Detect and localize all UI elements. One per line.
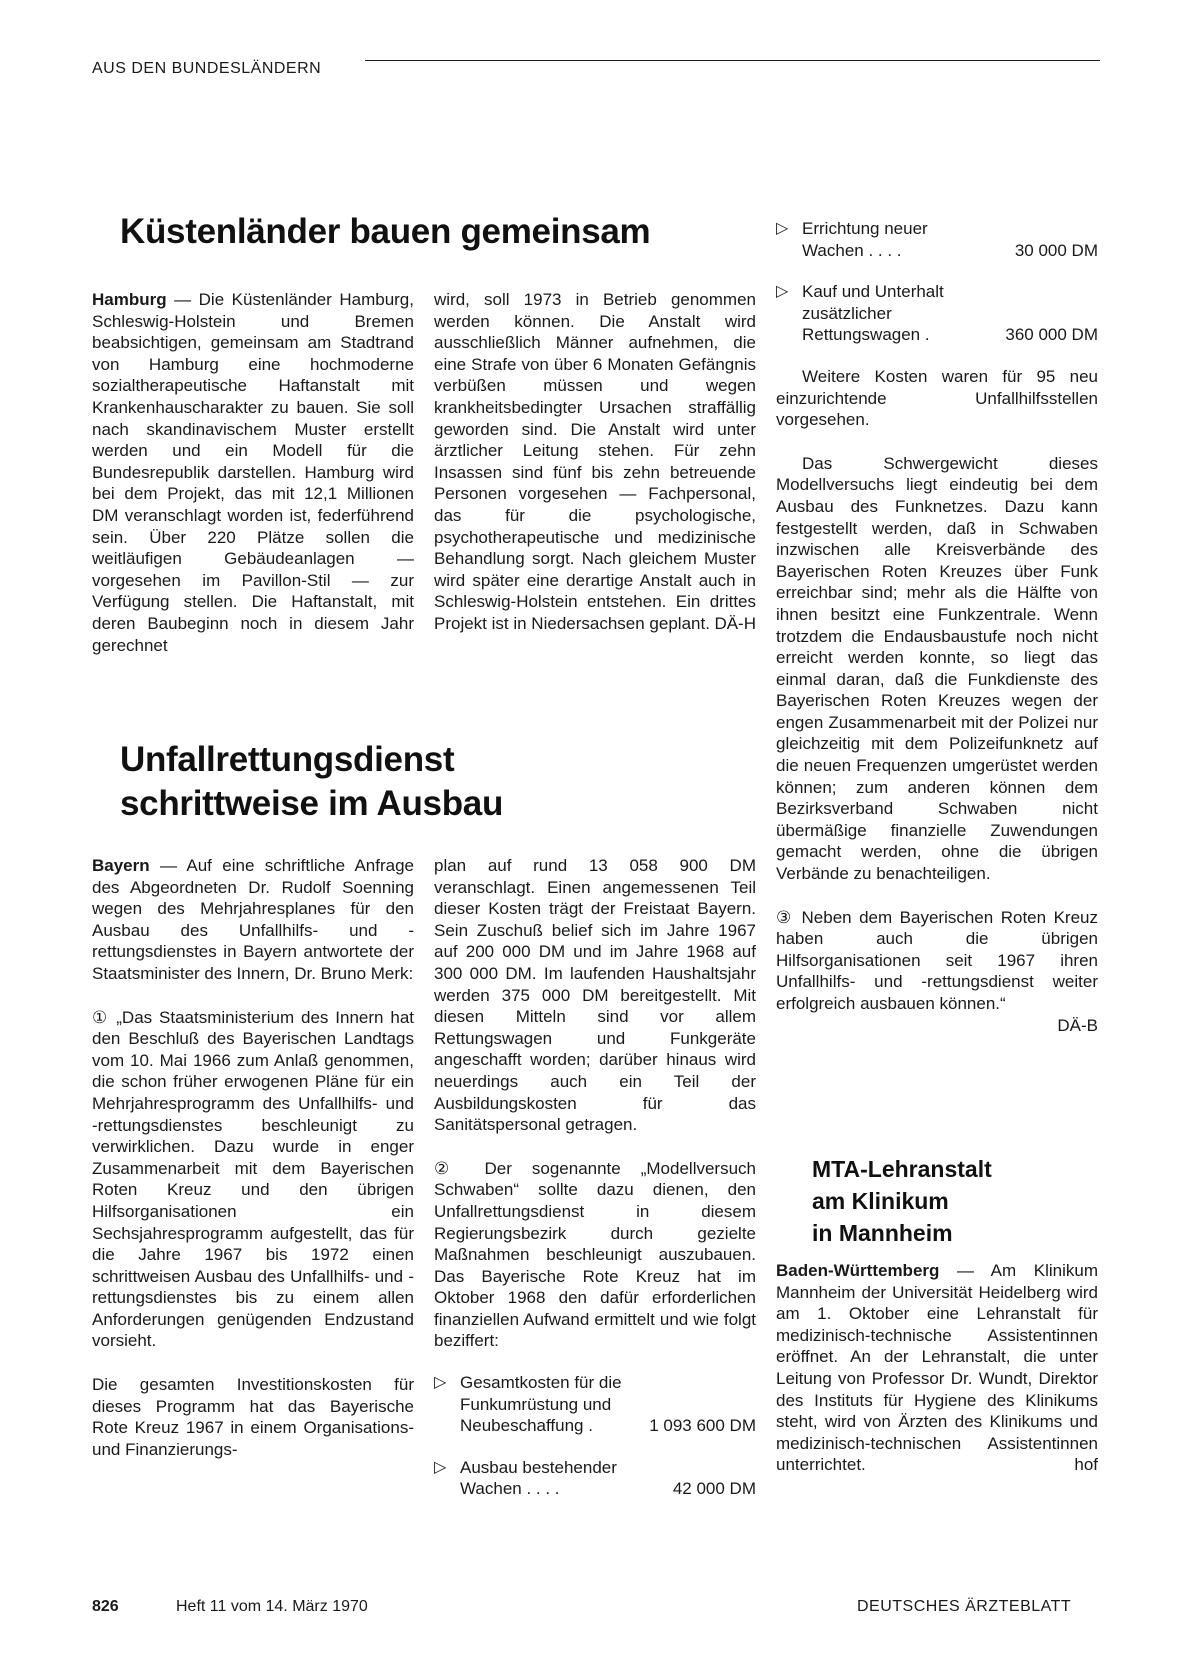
article2-col2-p1: plan auf rund 13 058 900 DM veranschlagt. Einen angemessenen Teil dieser Kosten trägt der Freistaat Bayern. Sein Zuschuß belief sich im Jahre 1967 auf 200 000 DM und im Jahre 1968 auf 300 000 DM. Im laufenden Haushaltsjahr werden 375 000 DM bereitgestellt. Mit diesen Mitteln sind vor allem Rettungswagen und Funkgeräte angeschafft worden; darüber hinaus wird neuerdings auch ein Teil der Ausbildungskosten für das Sanitätspersonal getragen. xyxy=(434,856,756,1135)
article2-signature: DÄ-B xyxy=(1057,1015,1098,1035)
cost-item xyxy=(776,218,1098,261)
cost-item-text: Gesamtkosten für die xyxy=(460,1373,622,1393)
article1-col2-text: wird, soll 1973 in Betrieb genommen werden können. Die Anstalt wird ausschließlich Männer aufnehmen, die eine Strafe von über 6 Monaten Gefängnis verbüßen müssen und wegen krankheitsbedingter Ursachen straffällig geworden sind. Die Anstalt wird unter ärztlicher Leitung stehen. Für zehn Insassen sind fünf bis zehn betreuende Personen vorgesehen — Fachpersonal, das für die psychologische, psychotherapeutische und medizinische Behandlung sorgt. Nach gleichem Muster wird später eine derartige Anstalt auch in Schleswig-Holstein entstehen. Ein drittes Projekt ist in Niedersachsen geplant. xyxy=(434,290,756,633)
article1-lead: Hamburg xyxy=(92,290,167,309)
article3-title-line3: in Mannheim xyxy=(812,1220,953,1246)
article2-column1 xyxy=(92,855,414,1460)
article2-title xyxy=(120,738,503,826)
article1-column2 xyxy=(434,289,756,635)
article2-col1-p2: ① „Das Staatsministerium des Innern hat den Beschluß des Bayerischen Landtags vom 10. Mai 1966 zum Anlaß genommen, die schon früher erwogenen Pläne für ein Mehrjahresprogramm des Unfallhilfs- und -rettungsdienstes beschleunigt zu verwirklichen. Dazu wurde in enger Zusammenarbeit mit dem Bayerischen Roten Kreuz und den übrigen Hilfsorganisationen ein Sechsjahresprogramm aufgestellt, das für die Jahre 1967 bis 1972 einen schrittweisen Ausbau des Unfallhilfs- und -rettungsdienstes bis zu einem allen Anforderungen genügenden Endzustand vorsieht. xyxy=(92,1007,414,1351)
triangle-marker-icon: ▷ xyxy=(434,1458,447,1476)
triangle-marker-icon: ▷ xyxy=(434,1374,447,1392)
triangle-marker-icon: ▷ xyxy=(776,283,789,301)
article3-body: — Am Klinikum Mannheim der Universität Heidelberg wird am 1. Oktober eine Lehranstalt für medizinisch-technische Assistentinnen eröffnet. An der Lehranstalt, die unter Leitung von Professor Dr. Wundt, Direktor des Instituts für Hygiene des Klinikums steht, wird von Ärzten des Klinikums und medizinisch-technischen Assistentinnen unterrichtet. xyxy=(776,1261,1098,1475)
cost-item-label: Rettungswagen . xyxy=(802,325,930,345)
cost-item-text: Funkumrüstung und xyxy=(460,1394,612,1414)
article2-col3-p3: ③ Neben dem Bayerischen Roten Kreuz haben auch die übrigen Hilfsorganisationen seit 1967 ihren Unfallhilfs- und -rettungsdienst weiter erfolgreich ausbauen können.“ xyxy=(776,907,1098,1013)
article3-title-line1: MTA-Lehranstalt xyxy=(812,1156,992,1182)
cost-item-amount: 1 093 600 DM xyxy=(649,1416,756,1436)
article2-lead: Bayern xyxy=(92,856,150,875)
section-label: AUS DEN BUNDESLÄNDERN xyxy=(92,60,322,77)
cost-item-amount: 42 000 DM xyxy=(672,1479,756,1499)
cost-item-amount: 360 000 DM xyxy=(1005,325,1098,345)
article1-col1-text: — Die Küstenländer Hamburg, Schleswig-Holstein und Bremen beabsichtigen, gemeinsam am Stadtrand von Hamburg eine hochmoderne sozialtherapeutische Haftanstalt mit Krankenhauscharakter zu bauen. Sie soll nach skandinavischem Muster erstellt werden und ein Modell für die Bundesrepublik darstellen. Hamburg wird bei dem Projekt, das mit 12,1 Millionen DM veranschlagt worden ist, federführend sein. Über 220 Plätze sollen die weitläufigen Gebäudeanlagen — vorgesehen im Pavillon-Stil — zur Verfügung stellen. Die Haftanstalt, mit deren Baubeginn noch in diesem Jahr gerechnet xyxy=(92,290,414,655)
cost-item-text: Errichtung neuer xyxy=(802,219,928,238)
article1-title: Küstenländer bauen gemeinsam xyxy=(120,212,651,251)
article2-col1-p3: Die gesamten Investitionskosten für dieses Programm hat das Bayerische Rote Kreuz 1967 in einem Organisations- und Finanzierungs- xyxy=(92,1375,414,1459)
article2-title-line2: schrittweise im Ausbau xyxy=(120,784,504,823)
article2-col2-p2: ② Der sogenannte „Modellversuch Schwaben“ sollte dazu dienen, den Unfallrettungsdienst in diesem Regierungsbezirk durch gezielte Maßnahmen beschleunigt auszubauen. Das Bayerische Rote Kreuz hat im Oktober 1968 den dafür erforderlichen finanziellen Aufwand ermittelt und wie folgt beziffert: xyxy=(434,1158,756,1351)
header-rule xyxy=(365,60,1100,61)
journal-name: DEUTSCHES ÄRZTEBLATT xyxy=(857,1598,1072,1615)
cost-item xyxy=(434,1457,756,1500)
article3-signature: hof xyxy=(1074,1455,1098,1475)
article1-signature: DÄ-H xyxy=(714,613,756,633)
cost-item-amount: 30 000 DM xyxy=(1014,240,1098,260)
cost-item-label: Wachen . . . . xyxy=(802,240,902,260)
cost-item-label: Neubeschaffung . xyxy=(460,1416,593,1436)
article2-col3-p1: Weitere Kosten waren für 95 neu einzurichtende Unfallhilfsstellen vorgesehen. xyxy=(776,366,1098,430)
article2-title-line1: Unfallrettungsdienst xyxy=(120,740,455,779)
cost-item-text: Ausbau bestehender xyxy=(460,1457,617,1477)
article2-col1-p1: — Auf eine schriftliche Anfrage des Abgeordneten Dr. Rudolf Soenning wegen des Mehrjahresplanes für den Ausbau des Unfallhilfs- und -rettungsdienstes in Bayern antwortete der Staatsminister des Innern, Dr. Bruno Merk: xyxy=(92,856,414,983)
article2-column3 xyxy=(776,218,1098,1036)
issue-info: Heft 11 vom 14. März 1970 xyxy=(176,1598,368,1615)
page-number: 826 xyxy=(92,1598,119,1615)
article3-title-line2: am Klinikum xyxy=(812,1188,949,1214)
cost-item-text: Kauf und Unterhalt xyxy=(802,282,944,302)
article3-column xyxy=(776,1260,1098,1476)
article1-column1 xyxy=(92,289,414,656)
cost-item-label: Wachen . . . . xyxy=(460,1479,560,1499)
article3-title xyxy=(812,1153,992,1249)
article2-col3-p2: Das Schwergewicht dieses Modellversuchs liegt eindeutig bei dem Ausbau des Funknetzes. Dazu kann festgestellt werden, daß in Schwaben inzwischen alle Kreisverbände des Bayerischen Roten Kreuzes über Funk erreichbar sind; mehr als die Hälfte von ihnen besitzt eine Funkzentrale. Wenn trotzdem die Endausbaustufe noch nicht erreicht werden konnte, so liegt das einmal daran, daß die Funkdienste des Bayerischen Roten Kreuzes wegen der engen Zusammenarbeit mit der Polizei nur gleichzeitig mit dem Polizeifunknetz auf die neuen Frequenzen umgerüstet werden können; zum anderen können dem Bezirksverband Schwaben nicht übermäßige finanzielle Zuwendungen gemacht werden, ohne die übrigen Verbände zu benachteiligen. xyxy=(776,453,1098,884)
cost-item-text: zusätzlicher xyxy=(802,303,892,323)
triangle-marker-icon: ▷ xyxy=(776,220,789,237)
article3-lead: Baden-Württemberg xyxy=(776,1261,940,1280)
cost-item xyxy=(776,281,1098,346)
cost-item xyxy=(434,1372,756,1437)
article2-column2 xyxy=(434,855,756,1500)
